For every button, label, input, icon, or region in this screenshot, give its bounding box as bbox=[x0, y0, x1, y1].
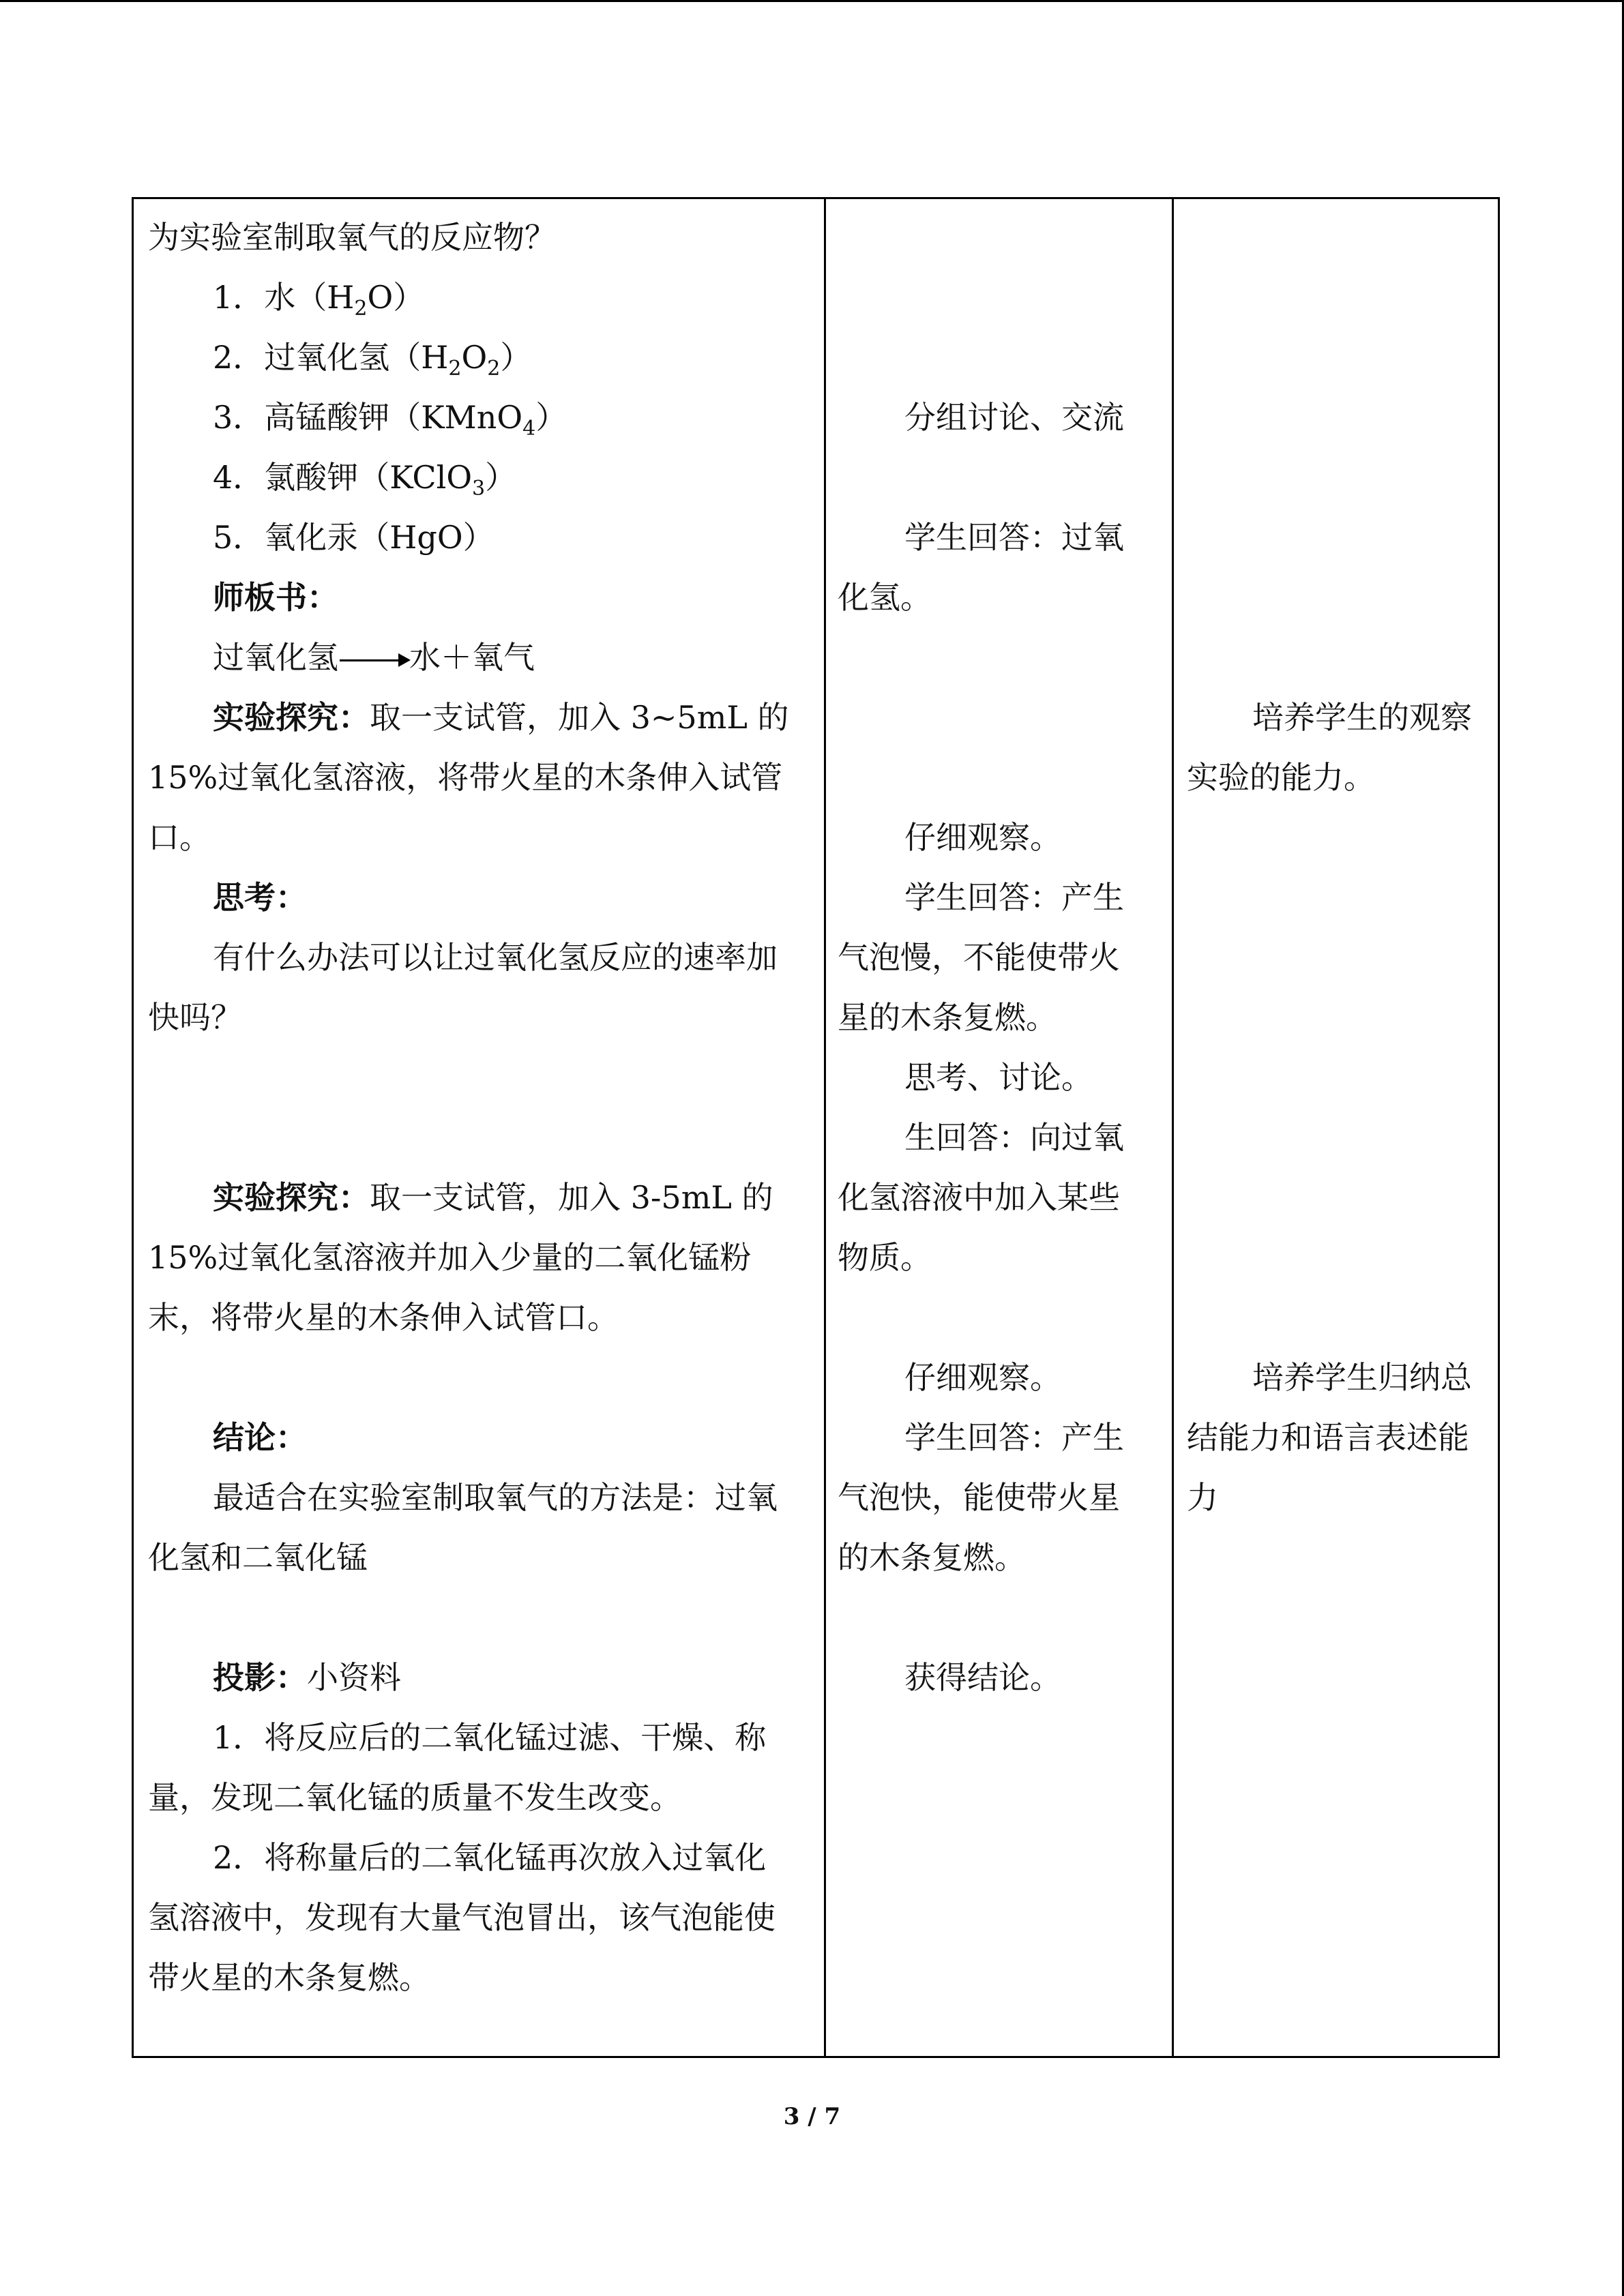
student-answer-3-line-1: 生回答：向过氧 bbox=[904, 1119, 1124, 1156]
student-discuss: 分组讨论、交流 bbox=[904, 399, 1124, 436]
experiment-2-line-1: 实验探究：取一支试管，加入 3-5mL 的 bbox=[213, 1179, 773, 1216]
reactant-item-kmno4: 3．高锰酸钾（KMnO$_4$） bbox=[213, 399, 567, 441]
projection-item-2-line-1: 2．将称量后的二氧化锰再次放入过氧化 bbox=[213, 1839, 767, 1876]
student-answer-4-line-1: 学生回答：产生 bbox=[904, 1419, 1124, 1456]
board-label: 师板书： bbox=[213, 579, 338, 616]
column-divider bbox=[824, 199, 826, 2056]
conclusion-line-2: 化氢和二氧化锰 bbox=[148, 1539, 368, 1576]
student-answer-2-line-1: 学生回答：产生 bbox=[904, 879, 1124, 916]
conclusion-label: 结论： bbox=[213, 1419, 307, 1456]
projection-heading: 投影：小资料 bbox=[213, 1659, 401, 1696]
reactant-item-kclo3: 4．氯酸钾（KClO$_3$） bbox=[213, 459, 517, 501]
reactant-item-peroxide: 2．过氧化氢$(H_2O_2)$ bbox=[213, 339, 532, 381]
projection-item-2-line-3: 带火星的木条复燃。 bbox=[148, 1959, 430, 1996]
experiment-1-line-2: 15%过氧化氢溶液，将带火星的木条伸入试管 bbox=[148, 759, 783, 796]
conclusion-line-1: 最适合在实验室制取氧气的方法是：过氧 bbox=[213, 1479, 778, 1516]
board-equation: 过氧化氢 水＋氧气 bbox=[213, 639, 535, 676]
student-answer-1-line-1: 学生回答：过氧 bbox=[904, 519, 1124, 556]
projection-item-2-line-2: 氢溶液中，发现有大量气泡冒出，该气泡能使 bbox=[148, 1899, 776, 1936]
page-number: 3 / 7 bbox=[783, 2103, 841, 2130]
student-observe-1: 仔细观察。 bbox=[904, 819, 1061, 856]
experiment-1-line-1: 实验探究：取一支试管，加入 3~5mL 的 bbox=[213, 699, 789, 736]
reactant-item-water: 1．水$(H_2O)$ bbox=[213, 279, 425, 320]
student-conclude: 获得结论。 bbox=[904, 1659, 1061, 1696]
student-answer-1-line-2: 化氢。 bbox=[838, 579, 932, 616]
student-answer-4-line-3: 的木条复燃。 bbox=[838, 1539, 1026, 1576]
student-answer-2-line-2: 气泡慢，不能使带火 bbox=[838, 939, 1120, 976]
reactant-item-hgo: 5．氧化汞（HgO） bbox=[213, 519, 494, 556]
student-think: 思考、讨论。 bbox=[904, 1059, 1093, 1096]
experiment-2-line-3: 末，将带火星的木条伸入试管口。 bbox=[148, 1299, 619, 1336]
design-goal-2-line-1: 培养学生归纳总 bbox=[1252, 1359, 1472, 1396]
student-observe-2: 仔细观察。 bbox=[904, 1359, 1061, 1396]
design-goal-1-line-1: 培养学生的观察 bbox=[1252, 699, 1472, 736]
student-answer-4-line-2: 气泡快，能使带火星 bbox=[838, 1479, 1120, 1516]
projection-item-1-line-1: 1．将反应后的二氧化锰过滤、干燥、称 bbox=[213, 1719, 767, 1756]
intro-question: 为实验室制取氧气的反应物？ bbox=[148, 219, 556, 256]
experiment-1-line-3: 口。 bbox=[148, 819, 211, 856]
think-line-1: 有什么办法可以让过氧化氢反应的速率加 bbox=[213, 939, 778, 976]
page-top-border bbox=[0, 0, 1624, 2]
student-answer-3-line-2: 化氢溶液中加入某些 bbox=[838, 1179, 1120, 1216]
design-goal-2-line-3: 力 bbox=[1187, 1479, 1218, 1516]
think-line-2: 快吗？ bbox=[148, 999, 242, 1036]
experiment-2-line-2: 15%过氧化氢溶液并加入少量的二氧化锰粉 bbox=[148, 1239, 752, 1276]
student-answer-2-line-3: 星的木条复燃。 bbox=[838, 999, 1057, 1036]
projection-item-1-line-2: 量，发现二氧化锰的质量不发生改变。 bbox=[148, 1779, 681, 1816]
reaction-arrow-icon bbox=[340, 659, 408, 661]
student-answer-3-line-3: 物质。 bbox=[838, 1239, 932, 1276]
think-label: 思考： bbox=[213, 879, 307, 916]
design-goal-2-line-2: 结能力和语言表述能 bbox=[1187, 1419, 1469, 1456]
column-divider bbox=[1172, 199, 1174, 2056]
design-goal-1-line-2: 实验的能力。 bbox=[1187, 759, 1375, 796]
